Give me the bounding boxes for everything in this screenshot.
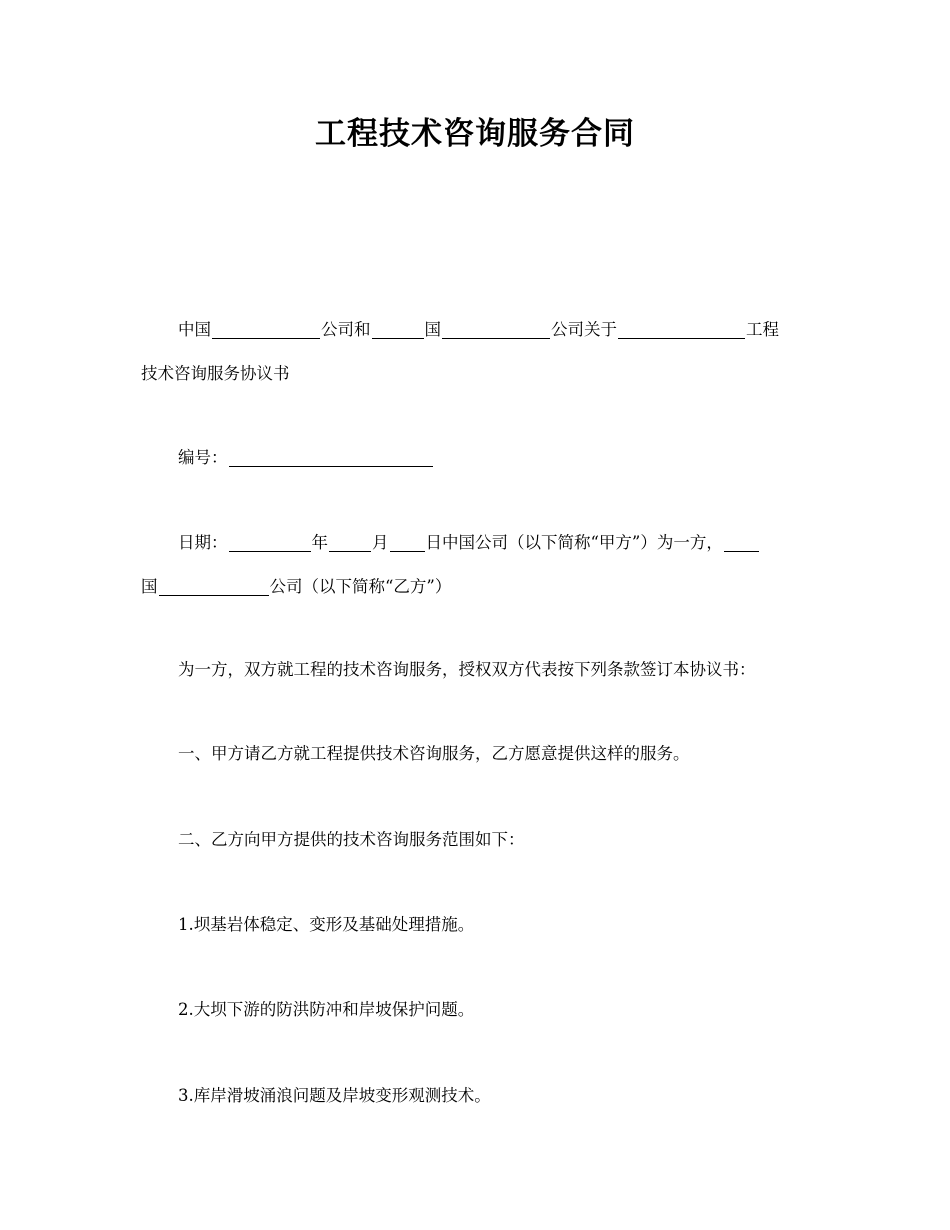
list-item-3	[141, 1074, 811, 1118]
list-item-text: 1.坝基岩体稳定、变形及基础处理措施。	[178, 915, 475, 934]
blank-company-a	[212, 318, 320, 339]
intro-text-country: 国	[424, 320, 441, 339]
number-label: 编号：	[178, 448, 228, 467]
blank-country	[372, 318, 424, 339]
number-line	[141, 436, 811, 480]
date-line-1	[141, 521, 811, 565]
intro-line-2: 技术咨询服务协议书	[141, 364, 290, 383]
clause-2	[141, 818, 811, 862]
date-month-label: 月	[372, 533, 389, 552]
clause-2-text: 二、乙方向甲方提供的技术咨询服务范围如下：	[178, 830, 525, 849]
intro-paragraph	[141, 308, 811, 396]
blank-project	[618, 318, 745, 339]
list-item-text: 3.库岸滑坡涌浪问题及岸坡变形观测技术。	[178, 1086, 491, 1105]
date-line2-company: 公司（以下简称“乙方”）	[269, 577, 452, 596]
intro-text-company-about: 公司关于	[551, 320, 617, 339]
parties-text: 为一方，双方就工程的技术咨询服务，授权双方代表按下列条款签订本协议书：	[178, 660, 756, 679]
blank-company-c	[159, 575, 269, 596]
blank-company-b	[442, 318, 550, 339]
clause-1-text: 一、甲方请乙方就工程提供技术咨询服务，乙方愿意提供这样的服务。	[178, 744, 690, 763]
list-item-2	[141, 988, 811, 1032]
date-line2-country: 国	[141, 577, 158, 596]
document-title: 工程技术咨询服务合同	[315, 116, 635, 152]
intro-text-project: 工程	[746, 320, 779, 339]
intro-line-1	[141, 308, 811, 352]
date-day-rest: 日中国公司（以下简称“甲方”）为一方，	[425, 533, 723, 552]
number-paragraph	[141, 436, 811, 480]
intro-text-china: 中国	[178, 320, 211, 339]
date-line-2	[141, 565, 811, 609]
intro-text-company-and: 公司和	[321, 320, 371, 339]
clause-1	[141, 732, 811, 776]
date-label: 日期：	[178, 533, 228, 552]
blank-year	[229, 531, 311, 552]
date-year-label: 年	[311, 533, 328, 552]
blank-number	[229, 446, 433, 467]
blank-country-b	[724, 531, 759, 552]
list-item-text: 2.大坝下游的防洪防冲和岸坡保护问题。	[178, 1000, 475, 1019]
date-paragraph	[141, 521, 811, 609]
blank-month	[329, 531, 371, 552]
blank-day	[390, 531, 425, 552]
list-item-1	[141, 903, 811, 947]
parties-paragraph	[141, 648, 811, 692]
